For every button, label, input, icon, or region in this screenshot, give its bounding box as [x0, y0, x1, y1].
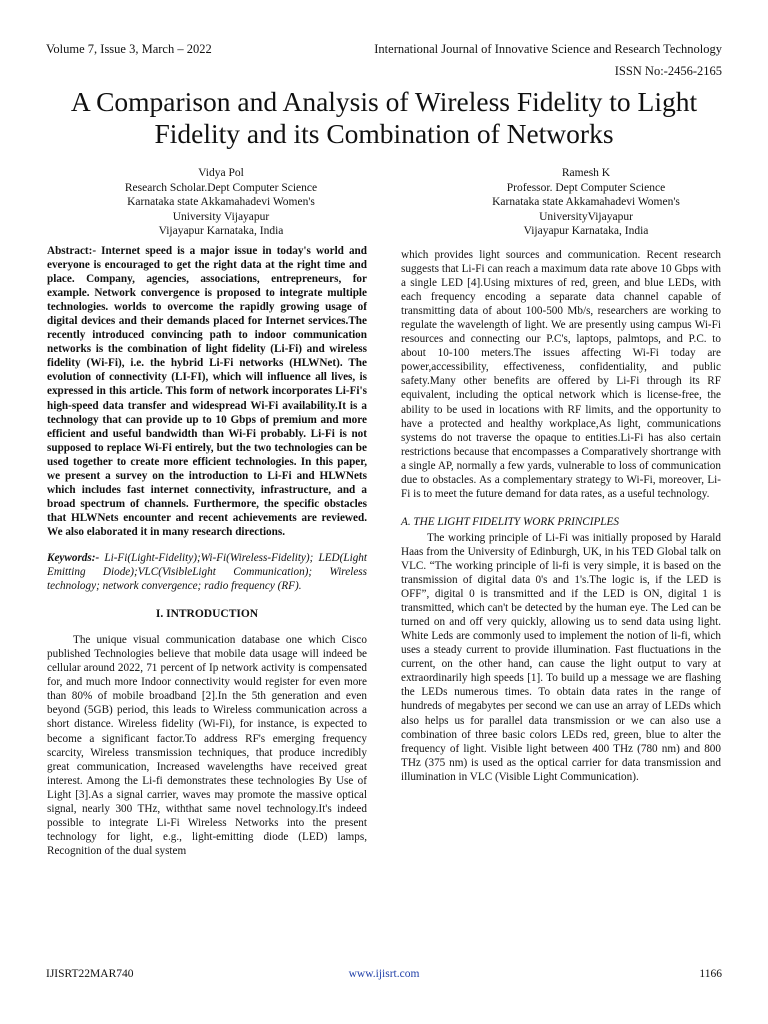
body-paragraph: which provides light sources and communication. Recent research suggests that Li-Fi can reach a maximum data rate above 10 Gbps with a single LED [4].Using mixtures of red, green, and blue LEDs, with each frequency encoding a separate data channel capable of transmitting data of about 100-500 Mb/s, researchers are working to regulate the wavelength of light. We are presently using campus Wi-Fi resources and connecting our P.C's, laptops, palmtops, and P.C. to about 10-100 meters.The issues affecting Wi-Fi today are power,accessibility, effectiveness, confidentiality, and public safety.Many other benefits are offered by Li-Fi through its RF equivalent, including the optical network which is license-free, the ability to be used in locations with RF limits, and the opportunity to have a protected and healthy workplace,As light, communications systems do not traverse the opaque to entities.Li-Fi has also certain restrictions because that encompasses a Comparatively shortrange with a single AP, normally a few yards, vulnerable to loss of communication due to obstacles. As a complementary strategy to Wi-Fi, moreover, Li-Fi is to meet the future demand for data rates, as a useful technology.: [401, 249, 721, 500]
paper-id: IJISRT22MAR740: [46, 968, 134, 980]
journal-website-link[interactable]: www.ijisrt.com: [348, 968, 420, 980]
author-affiliation-line: Karnataka state Akkamahadevi Women's: [492, 196, 680, 209]
author-affiliation-line: Professor. Dept Computer Science: [506, 181, 666, 194]
author-name: Ramesh K: [561, 167, 611, 179]
journal-volume: Volume 7, Issue 3, March – 2022: [46, 42, 212, 56]
issn: ISSN No:-2456-2165: [614, 64, 722, 78]
left-column: [47, 244, 367, 858]
author-affiliation-line: University Vijayapur: [172, 210, 270, 223]
keywords-label: Keywords:-: [47, 551, 100, 564]
keywords-text: Li-Fi(Light-Fidelity);Wi-Fi(Wireless-Fidelity); LED(Light Emitting Diode);VLC(VisibleLight Communication); Wireless technology; network convergence; radio frequency (RF).: [47, 551, 367, 593]
right-column: [401, 248, 721, 784]
keywords: [47, 551, 367, 593]
author-affiliation-line: Vijayapur Karnataka, India: [523, 225, 649, 238]
subsection-heading-a: A. THE LIGHT FIDELITY WORK PRINCIPLES: [401, 515, 619, 528]
author-affiliation-line: Research Scholar.Dept Computer Science: [124, 181, 318, 194]
page-number: 1166: [699, 968, 722, 980]
subsection-a-text: The working principle of Li-Fi was initially proposed by Harald Haas from the University of Edinburgh, UK, in his TED Global talk on VLC. “The working principle of li-fi is very simple, it is based on the transmission of digital data 0's and 1's.The logic is, if the LED is OFF”, digital 0 is transmitted and if the LED is ON, digital 1 is transmitted, which can't be detected by the human eye. The Led can be turned on and off very quickly, allowing us to send data using light. White Leds are commonly used to implement the notion of li-fi, which uses a steady current to provide illumination. Fast fluctuations in the current, on the other hand, can cause the light output to vary at extraordinarily high speeds [1]. To build up a message we are flashing the LEDs numerous times. To obtain data rates in the range of hundreds of megabytes per second we can use an array of LEDs which also helps us for parallel data transmission or we can also use a combination of three basic colors LEDs red, green, blue to alter the frequency of light. Visible light between 400 THz (780 nm) and 800 THz (375 nm) is used as the optical carrier for data transmission and illumination in VLC (Visible Light Communication).: [401, 531, 721, 783]
paper-title: A Comparison and Analysis of Wireless Fidelity to Light Fidelity and its Combination of Networks: [70, 86, 698, 149]
abstract: Abstract:- Internet speed is a major issue in today's world and everyone is encouraged to get the right data at the right time and place. Company, agencies, associations, entrepreneurs, for example. Network convergence is proposed to integrate multiple technologies. worlds to overcome the rapidly growing usage of digital devices and their demands placed for Internet services.The recently introduced convincing path to indoor communication networks is the combination of light fidelity (Li-Fi) and wireless fidelity (Wi-Fi), i.e. the hybrid Li-Fi networks (HLWNet). The evolution of connectivity (LI-FI), which will influence all lives, is expressed in this article. This form of network incorporates Li-Fi's high-speed data transfer and widespread Wi-Fi availability.It is a technology that can provide up to 10 Gbps of premium and more efficient and useful bandwidth than Wi-Fi probably. Li-Fi is not supposed to replace Wi-Fi entirely, but the two technologies can be used together to create more efficient technologies. In this paper, we present a survey on the introduction to Li-Fi and HLWNets which includes fast internet connectivity, infrastructure, and a broad spectrum of channels. Furthermore, the specific obstacles that HLWNets encounter and recent achievements are reviewed. We also elaborated it in many research directions.: [47, 245, 367, 538]
author-block-2: [436, 166, 736, 239]
introduction-text: The unique visual communication database one which Cisco published Technologies believe that mobile data usage will indeed be cellular around 2022, 71 percent of Ip network activity is compensated for, and much more Indoor connectivity would register for even more than 80% of mobile broadband [2].In the 5th generation and even beyond (5GB) period, this leads to Wireless communication across a short distance. Wireless fidelity (Wi-Fi), for instance, is expected to become a significant factor.To address RF's emerging frequency scarcity, Wireless transmission techniques, that produce incredibly great communication, Increased wavelengths have received great interest. Among the Li-fi demonstrates these technologies By Use of Light [3].As a signal carrier, waves may promote the massive optical signal, nearly 300 THz, withthat same novel technology.It's indeed possible to integrate Li-Fi Wireless Networks into the present technology for light, e.g., light-emitting diode (LED) lamps, Recognition of the dual system: [47, 634, 367, 857]
author-affiliation-line: Karnataka state Akkamahadevi Women's: [127, 196, 315, 209]
author-affiliation-line: Vijayapur Karnataka, India: [158, 225, 284, 238]
journal-name: International Journal of Innovative Science and Research Technology: [374, 42, 722, 56]
author-affiliation-line: UniversityVijayapur: [539, 210, 633, 223]
section-heading-introduction: I. INTRODUCTION: [155, 608, 259, 621]
author-name: Vidya Pol: [198, 167, 244, 179]
author-block-1: [71, 166, 371, 239]
